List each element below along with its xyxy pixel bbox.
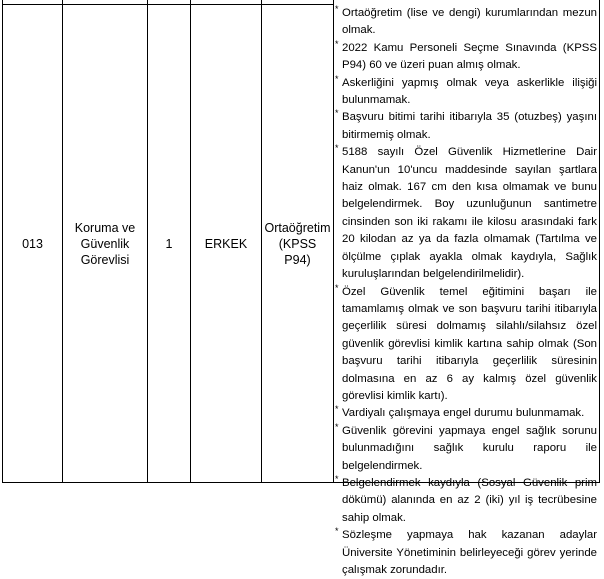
requirement-item: * 2022 Kamu Personeli Seçme Sınavında (KPSS P94) 60 ve üzeri puan almış olmak. bbox=[335, 38, 597, 72]
requirement-item: * Vardiyalı çalışmaya engel durumu bulunmamak. bbox=[335, 404, 585, 420]
requirement-item: * 5188 sayılı Özel Güvenlik Hizmetlerine Dair Kanun'un 10'uncu maddesinde sayılan şartlara haiz olmak. 167 cm den kısa olmamak ve bunu belgelendirmek. Boy uzunluğunun santimetre cinsinden son iki rakamı ile kilosu arasındaki fark 20 kilodan az ya da fazla olmamak (Tartılma ve ölçülme çıplak ayakla olmak kaydıyla, Sağlık kuruluşlarından belgelendirilmelidir). bbox=[335, 143, 597, 281]
requirement-item: * Güvenlik görevini yapmaya engel sağlık sorunu bulunmadığını sağlık kurulu raporu ile belgelendirmek. bbox=[335, 421, 597, 472]
column-divider-5 bbox=[333, 0, 334, 483]
requirement-item: * Başvuru bitimi tarihi itibarıyla 35 (otuzbeş) yaşını bitirmemiş olmak. bbox=[335, 108, 597, 141]
requirement-item: * Askerliğini yapmış olmak veya askerlikle ilişiği bulunmamak. bbox=[335, 73, 597, 107]
requirement-item: * Belgelendirmek kaydıyla (Sosyal Güvenlik prim dökümü) alanında en az 2 (iki) yıl iş tecrübesine sahip olmak. bbox=[335, 473, 597, 524]
requirement-item: * Sözleşme yapmaya hak kazanan adaylar Üniversite Yönetiminin belirleyeceği görev yerinde çalışmak zorundadır. bbox=[335, 526, 597, 576]
requirements-list bbox=[335, 5, 597, 579]
position-code: 013 bbox=[22, 236, 43, 251]
requirement-item: * Ortaöğretim (lise ve dengi) kurumlarından mezun olmak. bbox=[335, 4, 597, 37]
requirement-item: * Özel Güvenlik temel eğitimini başarı ile tamamlamış olmak ve son başvuru tarihi itibarıyla geçerlilik süresi dolmamış silahlı/silahsız özel güvenlik görevlisi kimlik kartına sahip olmak (Son başvuru tarihi itibarıyla geçerlilik süresinin dolmasına en az 6 ay kalmış özel güvenlik görevlisi kimlik kartı). bbox=[335, 282, 597, 402]
education-requirement: Ortaöğretim (KPSS P94) bbox=[264, 220, 331, 267]
gender-requirement: ERKEK bbox=[204, 236, 248, 251]
table-border-right bbox=[599, 0, 600, 483]
position-count: 1 bbox=[165, 236, 173, 251]
position-title: Koruma ve Güvenlik Görevlisi bbox=[74, 220, 136, 267]
